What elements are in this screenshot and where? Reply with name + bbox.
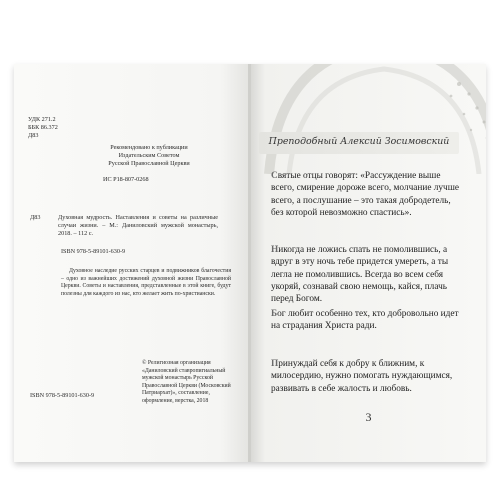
paragraph-2 xyxy=(271,244,465,305)
decorative-arch-ornament xyxy=(259,64,486,174)
paragraph-1 xyxy=(271,170,465,219)
drop-cap: С xyxy=(271,171,278,181)
copyright-notice: © Религиозная организация «Даниловский ставропигиальный мужской монастырь Русской Православной Церкви (Московский Патриархат)», составление, оформление, верстка, 2018 xyxy=(142,360,231,404)
title-ribbon xyxy=(259,132,459,154)
paragraph-text: вятые отцы говорят: «Рассуждение выше всего, смирение дороже всего, молчание лучше всего, а послушание – это такая добродетель, без которой невозможно спастись». xyxy=(271,171,460,218)
book-annotation: Духовное наследие русских старцев и подвижников благочестия – одно из важнейших достижений духовной жизни Православной Церкви. Советы и наставления, представленные в этой книге, будут полезны для каждого из нас, кто желает жить по-христиански. xyxy=(61,268,231,297)
bbk-code: ББК 86.372 xyxy=(28,124,58,132)
author-mark: Д83 xyxy=(28,132,39,140)
isbn-middle: ISBN 978-5-89101-630-9 xyxy=(61,248,126,255)
page-number: 3 xyxy=(365,410,372,424)
open-book xyxy=(14,64,486,462)
drop-cap: Н xyxy=(271,245,279,255)
council-number: ИС Р18-807-0268 xyxy=(103,176,149,183)
bib-code: Д83 xyxy=(30,214,41,221)
recommendation-line-3: Русской Православной Церкви xyxy=(108,160,190,168)
paragraph-text: ринуждай себя к добру к ближним, к милосердию, нужно помогать нуждающимся, развивать в себе жалость и любовь. xyxy=(271,359,453,394)
chapter-title: Преподобный Алексий Зосимовский xyxy=(268,136,450,147)
left-page xyxy=(14,64,249,462)
paragraph-text: ог любит особенно тех, кто добровольно идет на страдания Христа ради. xyxy=(271,309,459,332)
udk-code: УДК 271.2 xyxy=(28,116,56,123)
isbn-bottom: ISBN 978-5-89101-630-9 xyxy=(30,392,95,399)
drop-cap: Б xyxy=(271,309,278,319)
recommendation-line-1: Рекомендовано к публикации xyxy=(110,144,188,151)
paragraph-text: икогда не ложись спать не помолившись, а вдруг в эту ночь тебе придется умереть, а ты легла не помолившись. Всегда во всем себя укоряй, сознавай свою немощь, кайся, плачь перед Богом. xyxy=(271,245,449,305)
paragraph-4 xyxy=(271,358,465,395)
recommendation-line-2: Издательским Советом xyxy=(118,152,180,160)
right-page xyxy=(251,64,486,462)
publication-recommendation xyxy=(94,144,204,169)
paragraph-3 xyxy=(271,308,465,333)
bibliographic-description: Духовная мудрость. Наставления и советы на различные случаи жизни. – М.: Даниловский мужской монастырь, 2018. – 112 с. xyxy=(58,214,218,238)
drop-cap: П xyxy=(271,359,279,369)
udk-block xyxy=(28,116,88,141)
